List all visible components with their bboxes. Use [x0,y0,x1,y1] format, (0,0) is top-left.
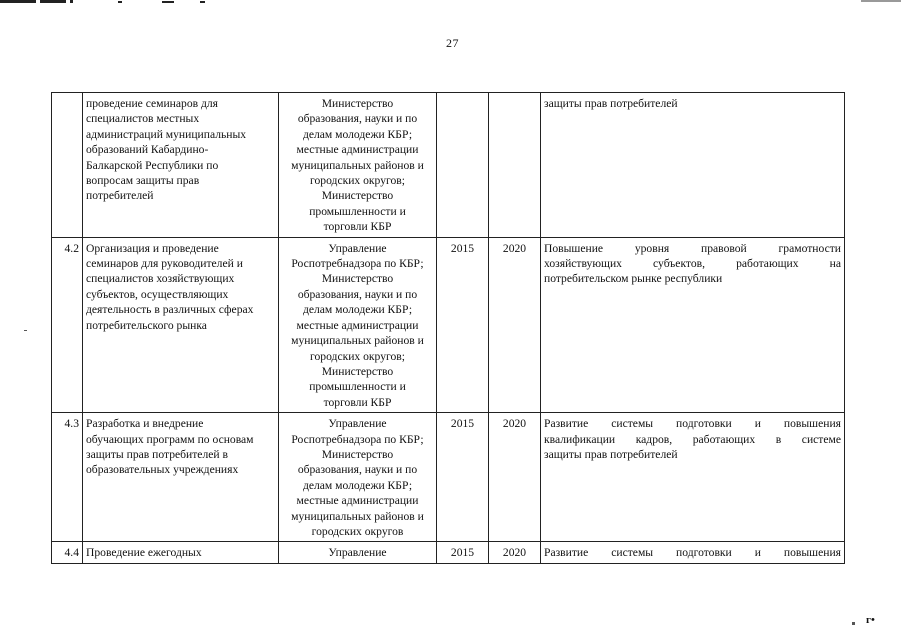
executors-cell [279,413,437,542]
cell-line: местные администрации [296,318,419,332]
cell-line: делам молодежи КБР; [302,303,413,317]
executors-cell [279,237,437,412]
cell-line: вопросам защиты прав [86,174,200,188]
page-number: 27 [446,36,459,50]
cell-line: Управление [328,417,387,431]
cell-line: торговли КБР [323,220,392,234]
cell-line: делам молодежи КБР; [302,478,413,492]
cell-line: Проведение ежегодных [86,546,202,560]
executors-cell [279,542,437,563]
cell-line: Развитие системы подготовки и повышения [544,417,841,431]
cell-line: образования, науки и по [297,463,418,477]
cell-line: Министерство [321,189,394,203]
cell-line: потребительском рынке республики [544,272,723,286]
item-number-cell: 4.4 [52,542,83,563]
cell-line: местные администрации [296,143,419,157]
measures-table [51,92,845,564]
cell-line: Министерство [321,97,394,110]
cell-line: торговли КБР [323,395,392,409]
item-number-cell: 4.2 [52,237,83,412]
cell-line: муниципальных районов и [291,509,424,523]
cell-line: защиты прав потребителей в [86,447,228,461]
cell-line: потребительского рынка [86,318,207,332]
cell-line: специалистов местных [86,112,200,126]
cell-line: делам молодежи КБР; [302,127,413,141]
cell-line: образования, науки и по [297,112,418,126]
cell-line: Развитие системы подготовки и повышения [544,546,841,560]
cell-line: промышленности и [309,204,406,218]
start-year-cell: 2015 [437,542,489,563]
cell-line: промышленности и [309,380,406,394]
cell-line: Разработка и внедрение [86,417,204,431]
cell-line: образовательных учреждениях [86,463,239,477]
cell-line: Министерство [321,272,394,286]
cell-line: защиты прав потребителей [544,447,678,461]
cell-line: образования, науки и по [297,287,418,301]
start-year-cell: 2015 [437,237,489,412]
cell-line: квалификации кадров, работающих в системе [544,432,841,446]
cell-line: специалистов хозяйствующих [86,272,235,286]
cell-line: Повышение уровня правовой грамотности [544,241,841,255]
cell-line: хозяйствующих субъектов, работающих на [544,257,841,271]
cell-line: местные администрации [296,494,419,508]
cell-line: Роспотребнадзора по КБР; [291,257,424,271]
cell-line: Организация и проведение [86,241,219,255]
cell-line: образований Кабардино- [86,143,209,157]
cell-line: Министерство [321,447,394,461]
cell-line: городских округов [311,524,404,538]
end-year-cell [489,93,541,238]
cell-line: Управление [328,546,387,560]
table-row [52,413,845,542]
table-row [52,93,845,238]
scan-corner-glyph: г• [866,614,875,626]
expected-result-cell [541,542,845,563]
expected-result-cell [541,413,845,542]
cell-line: проведение семинаров для [86,97,219,110]
measures-table-body [52,93,845,564]
table-row [52,237,845,412]
activity-cell [83,93,279,238]
cell-line: городских округов; [310,174,405,188]
scan-dot [24,330,27,331]
scan-right-mark [861,0,901,2]
expected-result-cell [541,93,845,238]
activity-cell [83,237,279,412]
end-year-cell: 2020 [489,237,541,412]
executors-cell [279,93,437,238]
end-year-cell: 2020 [489,542,541,563]
item-number-cell: 4.3 [52,413,83,542]
cell-line: муниципальных районов и [291,158,424,172]
cell-line: семинаров для руководителей и [86,257,243,271]
end-year-cell: 2020 [489,413,541,542]
scan-top-marks [0,0,260,4]
cell-line: потребителей [86,189,154,203]
start-year-cell: 2015 [437,413,489,542]
cell-line: администраций муниципальных [86,127,247,141]
cell-line: Управление [328,241,387,255]
cell-line: субъектов, осуществляющих [86,287,229,301]
item-number-cell [52,93,83,238]
cell-line: муниципальных районов и [291,334,424,348]
cell-line: Роспотребнадзора по КБР; [291,432,424,446]
start-year-cell [437,93,489,238]
cell-line: городских округов; [310,349,405,363]
table-row [52,542,845,563]
cell-line: обучающих программ по основам [86,432,254,446]
cell-line: Балкарской Республики по [86,158,219,172]
cell-line: Министерство [321,364,394,378]
cell-line: защиты прав потребителей [544,97,678,110]
activity-cell [83,413,279,542]
expected-result-cell [541,237,845,412]
cell-line: деятельность в различных сферах [86,303,254,317]
scan-dot [852,622,855,625]
activity-cell [83,542,279,563]
